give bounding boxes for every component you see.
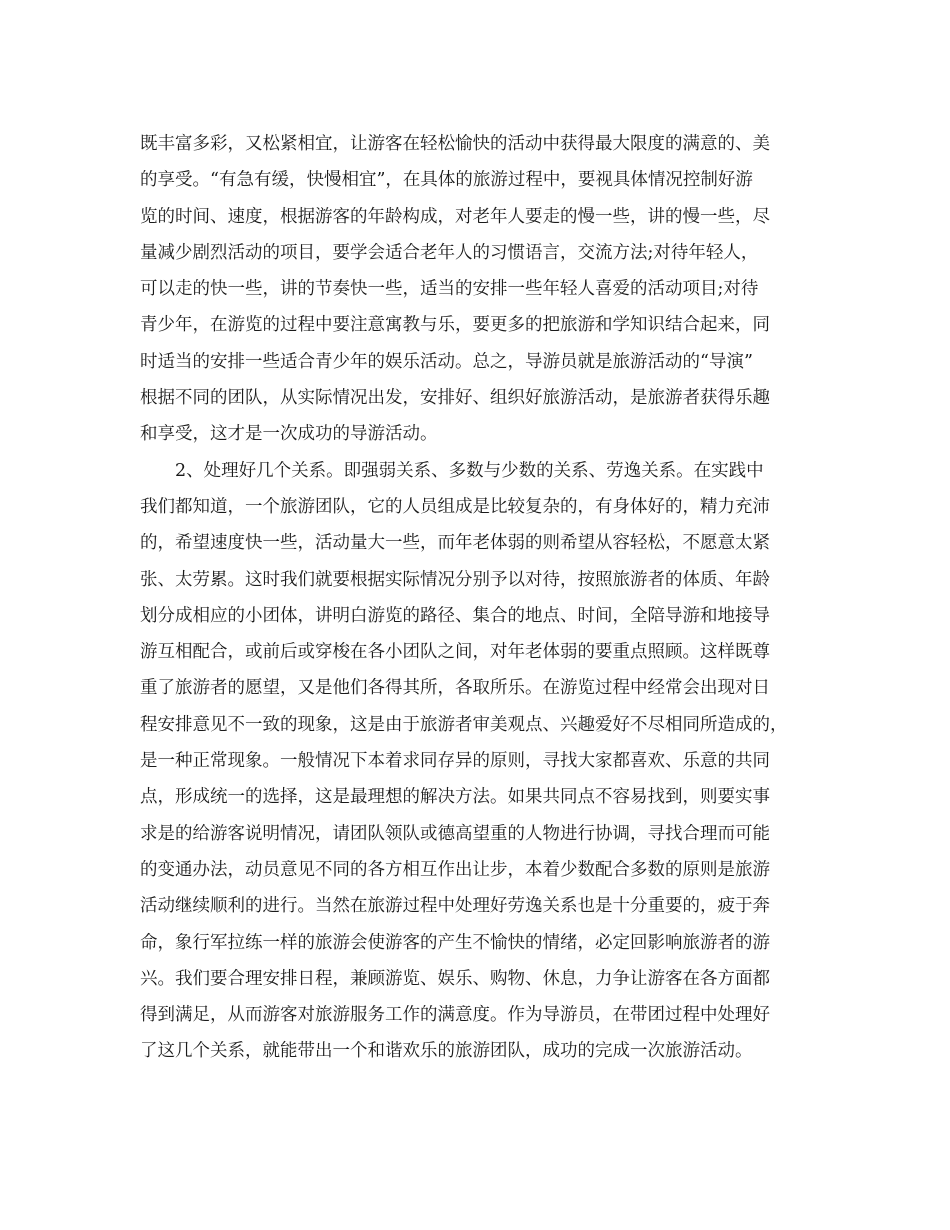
text-line: 兴。我们要合理安排日程，兼顾游览、娱乐、购物、休息，力争让游客在各方面都: [140, 968, 770, 989]
text-line: 时适当的安排一些适合青少年的娱乐活动。总之，导游员就是旅游活动的“导演”: [140, 351, 753, 372]
text-line: 既丰富多彩，又松紧相宜，让游客在轻松愉快的活动中获得最大限度的满意的、美: [140, 134, 770, 154]
text-line: 我们都知道，一个旅游团队，它的人员组成是比较复杂的，有身体好的，精力充沛: [140, 496, 770, 517]
text-line: 命，象行军拉练一样的旅游会使游客的产生不愉快的情绪，必定回影响旅游者的游: [140, 932, 770, 953]
body-text: [140, 126, 830, 1070]
text-line: 求是的给游客说明情况，请团队领队或德高望重的人物进行协调，寻找合理而可能: [140, 823, 770, 844]
text-line: 游互相配合，或前后或穿梭在各小团队之间，对年老体弱的要重点照顾。这样既尊: [140, 642, 770, 663]
paragraph-start-line: 2、处理好几个关系。即强弱关系、多数与少数的关系、劳逸关系。在实践中: [140, 460, 764, 481]
text-line: 了这几个关系，就能带出一个和谐欢乐的旅游团队，成功的完成一次旅游活动。: [140, 1041, 753, 1062]
text-line: 青少年，在游览的过程中要注意寓教与乐，要更多的把旅游和学知识结合起来，同: [140, 315, 770, 336]
text-line: 的变通办法，动员意见不同的各方相互作出让步，本着少数配合多数的原则是旅游: [140, 859, 770, 880]
text-line: 活动继续顺利的进行。当然在旅游过程中处理好劳逸关系也是十分重要的，疲于奔: [140, 896, 770, 917]
text-line: 张、太劳累。这时我们就要根据实际情况分别予以对待，按照旅游者的体质、年龄: [140, 569, 770, 590]
text-line: 可以走的快一些，讲的节奏快一些，适当的安排一些年轻人喜爱的活动项目;对待: [140, 279, 759, 300]
text-line: 的享受。“有急有缓，快慢相宜”，在具体的旅游过程中，要视具体情况控制好游: [140, 170, 753, 191]
text-line: 和享受，这才是一次成功的导游活动。: [140, 424, 438, 445]
text-line: 根据不同的团队，从实际情况出发，安排好、组织好旅游活动，是旅游者获得乐趣: [140, 388, 770, 409]
text-line: 点，形成统一的选择，这是最理想的解决方法。如果共同点不容易找到，则要实事: [140, 787, 770, 808]
text-line: 是一种正常现象。一般情况下本着求同存异的原则，寻找大家都喜欢、乐意的共同: [140, 751, 770, 772]
text-line: 得到满足，从而游客对旅游服务工作的满意度。作为导游员，在带团过程中处理好: [140, 1005, 770, 1026]
text-line: 划分成相应的小团体，讲明白游览的路径、集合的地点、时间，全陪导游和地接导: [140, 605, 770, 626]
text-line: 的，希望速度快一些，活动量大一些，而年老体弱的则希望从容轻松，不愿意太紧: [140, 533, 770, 554]
text-line: 程安排意见不一致的现象，这是由于旅游者审美观点、兴趣爱好不尽相同所造成的，: [140, 714, 788, 735]
text-line: 重了旅游者的愿望，又是他们各得其所，各取所乐。在游览过程中经常会出现对日: [140, 678, 770, 699]
text-line: 量减少剧烈活动的项目，要学会适合老年人的习惯语言，交流方法;对待年轻人，: [140, 242, 759, 263]
text-line: 览的时间、速度，根据游客的年龄构成，对老年人要走的慢一些，讲的慢一些，尽: [140, 206, 770, 227]
